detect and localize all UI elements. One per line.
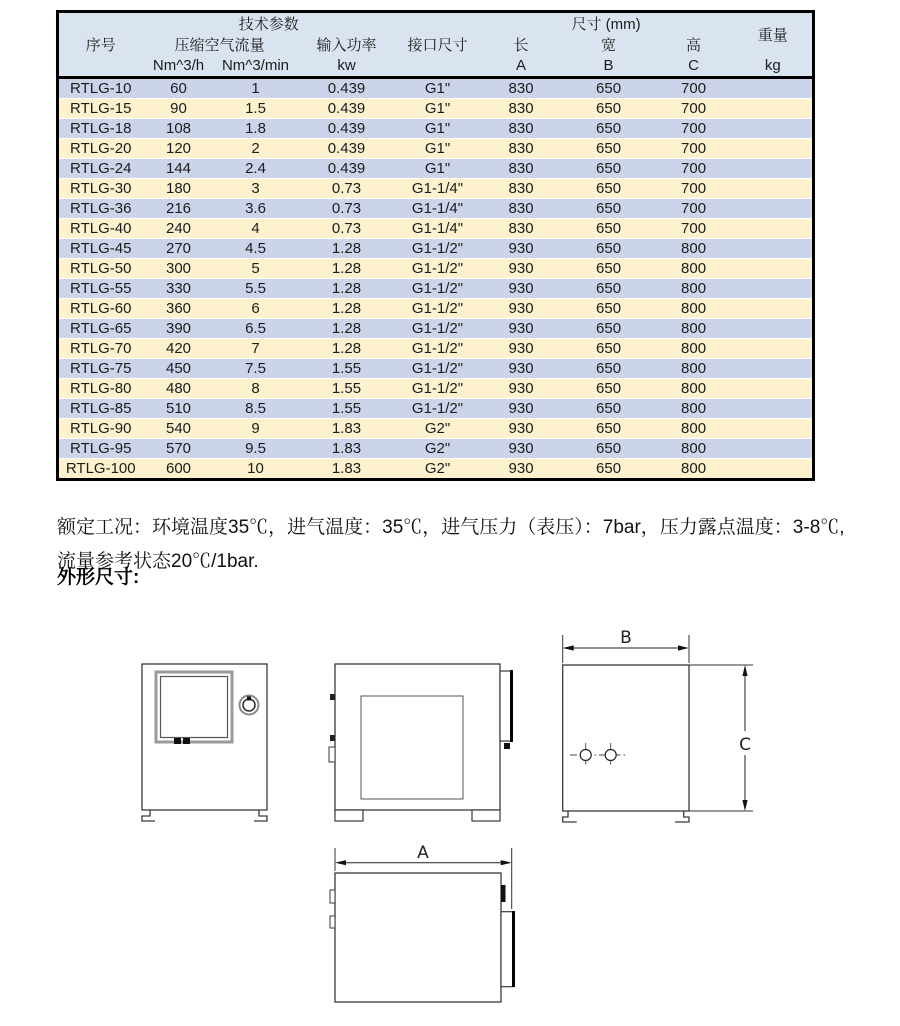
rear-view-drawing — [550, 613, 765, 828]
table-cell: 8.5 — [215, 399, 297, 419]
side-foot-right — [472, 810, 500, 821]
table-cell: 540 — [143, 419, 215, 439]
table-cell — [734, 279, 814, 299]
table-cell: G2" — [397, 439, 479, 459]
table-cell: 0.73 — [297, 179, 397, 199]
table-cell: 930 — [479, 259, 564, 279]
header-group-tech: 技术参数 — [58, 12, 479, 35]
table-cell — [734, 139, 814, 159]
header-unit-weight: kg — [734, 55, 814, 78]
table-cell: RTLG-20 — [58, 139, 143, 159]
table-cell: RTLG-18 — [58, 119, 143, 139]
table-cell — [734, 339, 814, 359]
rear-foot-right — [675, 811, 689, 822]
table-cell: 930 — [479, 239, 564, 259]
table-cell: G1-1/2" — [397, 359, 479, 379]
table-cell: 7 — [215, 339, 297, 359]
table-cell: 90 — [143, 99, 215, 119]
table-cell: 240 — [143, 219, 215, 239]
table-cell: 2 — [215, 139, 297, 159]
front-panel-latch-right — [183, 738, 190, 744]
table-cell — [734, 419, 814, 439]
table-cell: 1 — [215, 78, 297, 99]
table-cell — [734, 219, 814, 239]
table-cell: RTLG-40 — [58, 219, 143, 239]
table-cell: RTLG-45 — [58, 239, 143, 259]
header-unit-width: B — [564, 55, 654, 78]
table-cell — [734, 78, 814, 99]
table-cell: G1-1/4" — [397, 219, 479, 239]
table-cell: 2.4 — [215, 159, 297, 179]
table-row — [58, 179, 814, 199]
table-cell: 800 — [654, 359, 734, 379]
table-cell: 600 — [143, 459, 215, 480]
table-cell: 510 — [143, 399, 215, 419]
top-port-box2 — [330, 916, 335, 928]
table-cell: G1-1/2" — [397, 319, 479, 339]
table-cell: 6.5 — [215, 319, 297, 339]
table-cell — [734, 439, 814, 459]
header-unit-power: kw — [297, 55, 397, 78]
table-cell: 930 — [479, 279, 564, 299]
table-cell: 650 — [564, 439, 654, 459]
table-cell — [734, 179, 814, 199]
table-cell — [734, 399, 814, 419]
table-cell: 3.6 — [215, 199, 297, 219]
table-cell: G1-1/2" — [397, 299, 479, 319]
table-cell: 830 — [479, 119, 564, 139]
table-cell — [734, 159, 814, 179]
table-cell: 700 — [654, 99, 734, 119]
side-rear-panel — [500, 671, 511, 741]
table-cell: 650 — [564, 78, 654, 99]
table-cell: 650 — [564, 199, 654, 219]
table-row — [58, 339, 814, 359]
table-cell: 830 — [479, 139, 564, 159]
table-cell: 0.439 — [297, 119, 397, 139]
table-row — [58, 459, 814, 480]
table-cell: 930 — [479, 299, 564, 319]
table-cell: G2" — [397, 459, 479, 480]
top-port-box1 — [330, 890, 335, 903]
top-body — [335, 873, 501, 1002]
side-foot-left — [335, 810, 363, 821]
table-cell: 1.83 — [297, 439, 397, 459]
table-cell: 1.28 — [297, 279, 397, 299]
table-cell: RTLG-90 — [58, 419, 143, 439]
spec-table-header — [58, 12, 814, 78]
table-cell: 120 — [143, 139, 215, 159]
table-row — [58, 199, 814, 219]
table-cell: 570 — [143, 439, 215, 459]
table-cell: 650 — [564, 339, 654, 359]
table-cell: 800 — [654, 399, 734, 419]
dimensions-heading: 外形尺寸: — [57, 567, 140, 588]
table-cell: RTLG-95 — [58, 439, 143, 459]
table-cell: 800 — [654, 319, 734, 339]
table-row — [58, 259, 814, 279]
table-cell: 0.439 — [297, 78, 397, 99]
table-row — [58, 279, 814, 299]
table-row — [58, 399, 814, 419]
table-cell: RTLG-75 — [58, 359, 143, 379]
table-cell — [734, 459, 814, 480]
table-cell: 930 — [479, 459, 564, 480]
table-cell: 650 — [564, 159, 654, 179]
table-cell: 450 — [143, 359, 215, 379]
table-cell: 830 — [479, 199, 564, 219]
table-cell: 800 — [654, 379, 734, 399]
table-cell: G1-1/2" — [397, 339, 479, 359]
table-cell: 180 — [143, 179, 215, 199]
front-panel-latch-left — [174, 738, 181, 744]
header-col-height: 高 — [654, 34, 734, 55]
table-cell: 930 — [479, 359, 564, 379]
table-cell: RTLG-30 — [58, 179, 143, 199]
table-row — [58, 139, 814, 159]
table-cell: 1.28 — [297, 259, 397, 279]
table-row — [58, 439, 814, 459]
front-view-drawing — [135, 655, 280, 827]
table-cell: 650 — [564, 219, 654, 239]
table-cell: 6 — [215, 299, 297, 319]
table-cell: G1-1/2" — [397, 379, 479, 399]
table-cell: 360 — [143, 299, 215, 319]
table-cell — [734, 99, 814, 119]
table-cell: RTLG-100 — [58, 459, 143, 480]
table-cell: 0.73 — [297, 199, 397, 219]
dim-c-arrow-bottom — [742, 800, 747, 811]
table-cell: 800 — [654, 439, 734, 459]
table-cell: 5 — [215, 259, 297, 279]
side-rear-nub — [504, 743, 510, 749]
table-cell: G1-1/2" — [397, 279, 479, 299]
table-cell: 1.83 — [297, 459, 397, 480]
front-panel — [161, 677, 228, 738]
header-col-power: 输入功率 — [297, 34, 397, 55]
table-cell: 1.28 — [297, 339, 397, 359]
table-cell: 800 — [654, 279, 734, 299]
header-unit-empty — [58, 55, 143, 78]
table-cell: 1.55 — [297, 399, 397, 419]
table-cell: RTLG-15 — [58, 99, 143, 119]
table-cell: 830 — [479, 99, 564, 119]
table-cell: 650 — [564, 459, 654, 480]
table-cell: 650 — [564, 119, 654, 139]
table-row — [58, 119, 814, 139]
table-cell: 330 — [143, 279, 215, 299]
table-cell: RTLG-60 — [58, 299, 143, 319]
table-cell: 300 — [143, 259, 215, 279]
table-cell: 830 — [479, 78, 564, 99]
dim-label-b: B — [620, 628, 632, 648]
table-cell: 800 — [654, 299, 734, 319]
dim-b-arrow-right — [678, 645, 689, 650]
dim-label-a: A — [417, 845, 429, 863]
table-cell: 10 — [215, 459, 297, 480]
table-cell: G1" — [397, 119, 479, 139]
table-cell: 650 — [564, 179, 654, 199]
front-gauge-inner — [243, 699, 255, 711]
table-cell — [734, 239, 814, 259]
table-cell: 650 — [564, 399, 654, 419]
table-cell: 5.5 — [215, 279, 297, 299]
table-cell: 1.55 — [297, 379, 397, 399]
table-cell: 0.73 — [297, 219, 397, 239]
table-cell: 650 — [564, 99, 654, 119]
table-cell: G1" — [397, 139, 479, 159]
table-cell: RTLG-10 — [58, 78, 143, 99]
table-cell: G1-1/2" — [397, 259, 479, 279]
top-rear-panel — [501, 912, 513, 987]
header-unit-empty — [397, 55, 479, 78]
table-cell: 1.28 — [297, 299, 397, 319]
table-cell: 700 — [654, 159, 734, 179]
dim-a-arrow-right — [501, 860, 512, 865]
table-row — [58, 78, 814, 99]
table-cell: 650 — [564, 319, 654, 339]
table-row — [58, 299, 814, 319]
table-cell: 650 — [564, 259, 654, 279]
table-cell: 7.5 — [215, 359, 297, 379]
table-cell: 930 — [479, 439, 564, 459]
header-col-port: 接口尺寸 — [397, 34, 479, 55]
table-row — [58, 99, 814, 119]
side-nub-top — [330, 694, 335, 700]
table-cell: 650 — [564, 419, 654, 439]
dim-label-c: C — [739, 735, 751, 755]
rated-conditions-note: 额定工况：环境温度35℃，进气温度：35℃，进气压力（表压）：7bar，压力露点温度：3-8℃,流量参考状态20℃/1bar. — [57, 517, 845, 572]
side-panel — [361, 696, 463, 799]
table-cell: 930 — [479, 419, 564, 439]
table-cell: 420 — [143, 339, 215, 359]
table-cell — [734, 299, 814, 319]
table-cell: 830 — [479, 219, 564, 239]
table-cell: RTLG-50 — [58, 259, 143, 279]
table-row — [58, 239, 814, 259]
table-cell — [734, 119, 814, 139]
table-row — [58, 219, 814, 239]
table-cell: 700 — [654, 219, 734, 239]
table-cell — [734, 379, 814, 399]
spec-table — [56, 10, 815, 481]
table-cell: 650 — [564, 359, 654, 379]
table-cell: 800 — [654, 259, 734, 279]
dim-b-arrow-left — [563, 645, 574, 650]
table-cell: 700 — [654, 119, 734, 139]
table-cell: 3 — [215, 179, 297, 199]
table-cell: 9.5 — [215, 439, 297, 459]
rear-port2 — [605, 750, 616, 761]
table-cell: 650 — [564, 139, 654, 159]
rear-port1 — [580, 750, 591, 761]
table-cell: 1.28 — [297, 239, 397, 259]
table-row — [58, 419, 814, 439]
header-unit-height: C — [654, 55, 734, 78]
header-col-weight: 重量 — [734, 12, 814, 56]
table-cell: 4.5 — [215, 239, 297, 259]
table-cell: RTLG-36 — [58, 199, 143, 219]
table-cell: 480 — [143, 379, 215, 399]
table-cell: 1.55 — [297, 359, 397, 379]
table-cell — [734, 199, 814, 219]
header-unit-flow-h: Nm^3/h — [143, 55, 215, 78]
table-cell: 700 — [654, 139, 734, 159]
table-cell: 60 — [143, 78, 215, 99]
header-col-index: 序号 — [58, 34, 143, 55]
table-cell — [734, 319, 814, 339]
table-cell: 1.83 — [297, 419, 397, 439]
table-cell: RTLG-85 — [58, 399, 143, 419]
table-cell — [734, 259, 814, 279]
table-cell: 700 — [654, 179, 734, 199]
front-foot-left — [142, 810, 155, 821]
table-cell: 8 — [215, 379, 297, 399]
table-cell: 144 — [143, 159, 215, 179]
table-cell: 830 — [479, 179, 564, 199]
table-cell: G1-1/4" — [397, 199, 479, 219]
header-unit-flow-min: Nm^3/min — [215, 55, 297, 78]
table-row — [58, 379, 814, 399]
table-cell: G1-1/4" — [397, 179, 479, 199]
table-cell: 930 — [479, 319, 564, 339]
rear-foot-left — [563, 811, 577, 822]
table-cell: G1-1/2" — [397, 239, 479, 259]
table-cell: 270 — [143, 239, 215, 259]
table-cell: 930 — [479, 399, 564, 419]
table-cell: RTLG-24 — [58, 159, 143, 179]
table-cell: 390 — [143, 319, 215, 339]
table-cell: 800 — [654, 459, 734, 480]
table-cell: 800 — [654, 419, 734, 439]
header-group-size: 尺寸 (mm) — [479, 12, 734, 35]
table-cell: 0.439 — [297, 139, 397, 159]
table-cell: G2" — [397, 419, 479, 439]
table-cell: RTLG-55 — [58, 279, 143, 299]
side-port-box — [329, 747, 335, 762]
side-nub-mid — [330, 735, 335, 741]
table-cell: G1" — [397, 99, 479, 119]
table-cell: 650 — [564, 299, 654, 319]
table-cell: 930 — [479, 379, 564, 399]
header-unit-length: A — [479, 55, 564, 78]
table-cell: 0.439 — [297, 159, 397, 179]
dim-c-arrow-top — [742, 665, 747, 676]
table-cell: 650 — [564, 239, 654, 259]
top-view-drawing — [325, 845, 525, 1007]
table-cell: 108 — [143, 119, 215, 139]
dim-a-arrow-left — [335, 860, 346, 865]
header-col-length: 长 — [479, 34, 564, 55]
table-cell: RTLG-80 — [58, 379, 143, 399]
table-cell: 4 — [215, 219, 297, 239]
table-cell: G1" — [397, 78, 479, 99]
table-row — [58, 319, 814, 339]
table-cell: 1.28 — [297, 319, 397, 339]
table-cell: 830 — [479, 159, 564, 179]
table-row — [58, 159, 814, 179]
table-cell: G1-1/2" — [397, 399, 479, 419]
side-view-drawing — [325, 655, 520, 827]
table-cell: 800 — [654, 339, 734, 359]
table-cell: RTLG-65 — [58, 319, 143, 339]
table-cell: 650 — [564, 379, 654, 399]
front-foot-right — [254, 810, 267, 821]
table-cell: 0.439 — [297, 99, 397, 119]
spec-table-body — [58, 78, 814, 480]
header-col-width: 宽 — [564, 34, 654, 55]
rear-body — [563, 665, 689, 811]
table-row — [58, 359, 814, 379]
top-rear-nub — [501, 885, 506, 902]
table-cell — [734, 359, 814, 379]
table-cell: 216 — [143, 199, 215, 219]
table-cell: 9 — [215, 419, 297, 439]
table-cell: 930 — [479, 339, 564, 359]
front-gauge-tick — [247, 697, 251, 701]
table-cell: 700 — [654, 199, 734, 219]
header-col-flow: 压缩空气流量 — [143, 34, 297, 55]
table-cell: G1" — [397, 159, 479, 179]
table-cell: 1.5 — [215, 99, 297, 119]
table-cell: 800 — [654, 239, 734, 259]
table-cell: 1.8 — [215, 119, 297, 139]
table-cell: 700 — [654, 78, 734, 99]
table-cell: RTLG-70 — [58, 339, 143, 359]
table-cell: 650 — [564, 279, 654, 299]
